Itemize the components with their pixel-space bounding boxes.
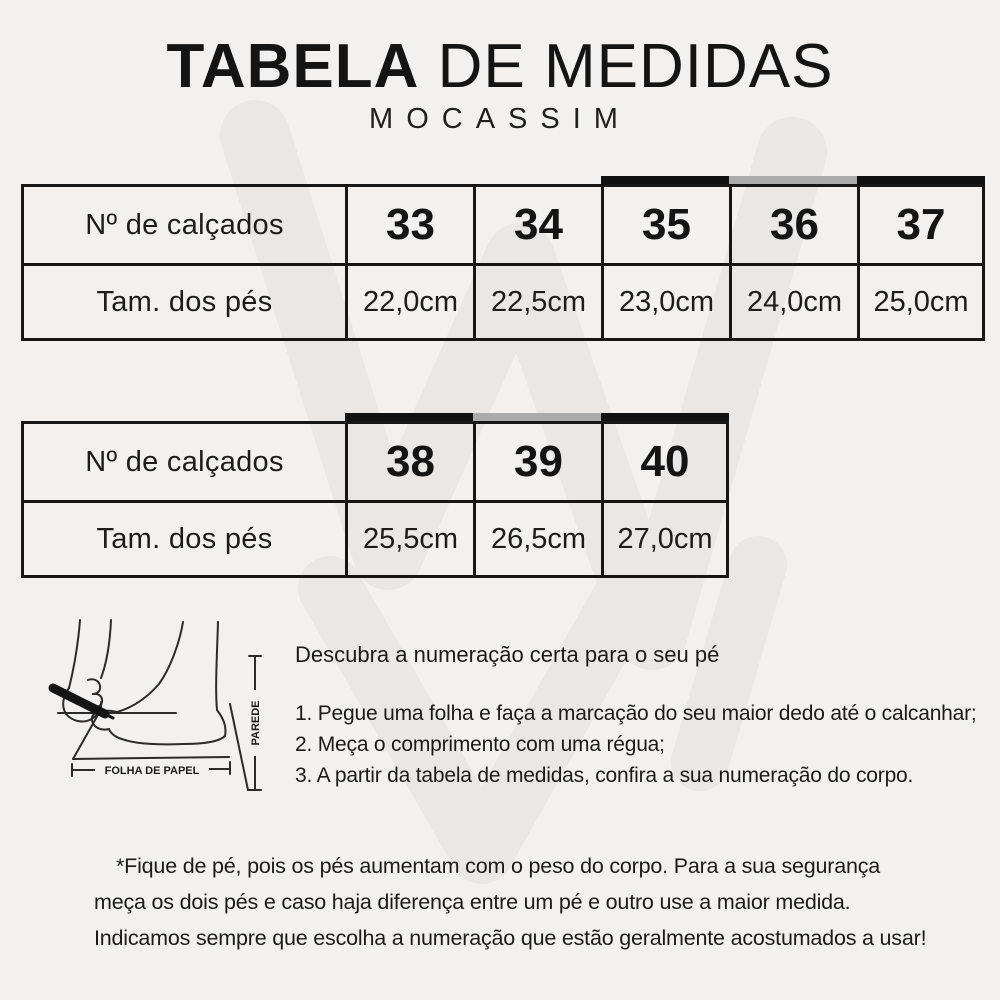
foot-size-label: Tam. dos pés	[96, 522, 273, 555]
wall-label: PAREDE	[250, 700, 262, 746]
length-38: 25,5cm	[362, 522, 459, 555]
size-cell	[348, 187, 476, 266]
size-40: 40	[640, 437, 690, 486]
size-cell	[476, 187, 604, 266]
wall-line	[230, 704, 248, 790]
size-cell	[348, 424, 476, 503]
page-title-light: DE MEDIDAS	[419, 32, 834, 101]
page-subtitle: MOCASSIM	[369, 103, 631, 136]
arm-line	[101, 620, 111, 678]
row-label-cell	[24, 266, 348, 338]
size-33: 33	[386, 200, 435, 249]
size-34: 34	[514, 200, 563, 249]
row-label-cell	[24, 424, 348, 503]
arm-line	[69, 620, 80, 688]
row-label-cell	[24, 187, 348, 266]
size-table-33-37	[21, 176, 985, 341]
length-cell	[604, 266, 732, 338]
size-table-2-grid	[21, 421, 729, 578]
size-table-1-grid	[21, 184, 985, 341]
length-cell	[348, 266, 476, 338]
size-38: 38	[386, 437, 435, 486]
length-37: 25,0cm	[873, 285, 969, 318]
length-cell	[476, 266, 604, 338]
instructions-heading: Descubra a numeração certa para o seu pé	[295, 642, 720, 667]
shoe-number-label: Nº de calçados	[85, 208, 284, 241]
footer-line-2: meça os dois pés e caso haja diferença entre um pé e outro use a maior medida.	[94, 890, 851, 914]
row-label-cell	[24, 503, 348, 575]
instruction-step-2: 2. Meça o comprimento com uma régua;	[295, 733, 665, 756]
size-cell	[604, 187, 732, 266]
size-cell	[860, 187, 982, 266]
size-37: 37	[896, 200, 946, 249]
footer-line-1: *Fique de pé, pois os pés aumentam com o peso do corpo. Para a sua segurança	[116, 854, 881, 878]
length-cell	[732, 266, 860, 338]
footer-note	[94, 848, 974, 956]
header	[0, 34, 1000, 136]
size-35: 35	[642, 200, 691, 249]
shoe-number-label: Nº de calçados	[85, 445, 284, 478]
length-34: 22,5cm	[490, 285, 587, 318]
paper-label: FOLHA DE PAPEL	[104, 765, 200, 777]
finger	[88, 679, 100, 694]
size-36: 36	[770, 200, 819, 249]
size-cell	[476, 424, 604, 503]
leg-foot-outline	[92, 622, 226, 744]
paper-bottom-edge	[73, 757, 229, 759]
footer-line-3: Indicamos sempre que escolha a numeração que estão geralmente acostumados a usar!	[94, 926, 927, 950]
page-title-bold: TABELA	[166, 32, 420, 101]
size-39: 39	[514, 437, 563, 486]
page-title	[0, 34, 1000, 99]
size-cell	[604, 424, 726, 503]
length-cell	[348, 503, 476, 575]
length-39: 26,5cm	[490, 522, 587, 555]
length-36: 24,0cm	[746, 285, 843, 318]
foot-measuring-diagram	[33, 618, 295, 814]
size-table-38-40	[21, 413, 729, 578]
length-cell	[604, 503, 726, 575]
size-cell	[732, 187, 860, 266]
instructions	[295, 642, 985, 791]
length-40: 27,0cm	[617, 522, 713, 555]
length-cell	[860, 266, 982, 338]
instruction-step-3: 3. A partir da tabela de medidas, confira a sua numeração do corpo.	[295, 764, 914, 787]
length-35: 23,0cm	[618, 285, 715, 318]
length-33: 22,0cm	[362, 285, 459, 318]
foot-size-label: Tam. dos pés	[96, 285, 273, 318]
length-cell	[476, 503, 604, 575]
instruction-step-1: 1. Pegue uma folha e faça a marcação do seu maior dedo até o calcanhar;	[295, 702, 977, 725]
